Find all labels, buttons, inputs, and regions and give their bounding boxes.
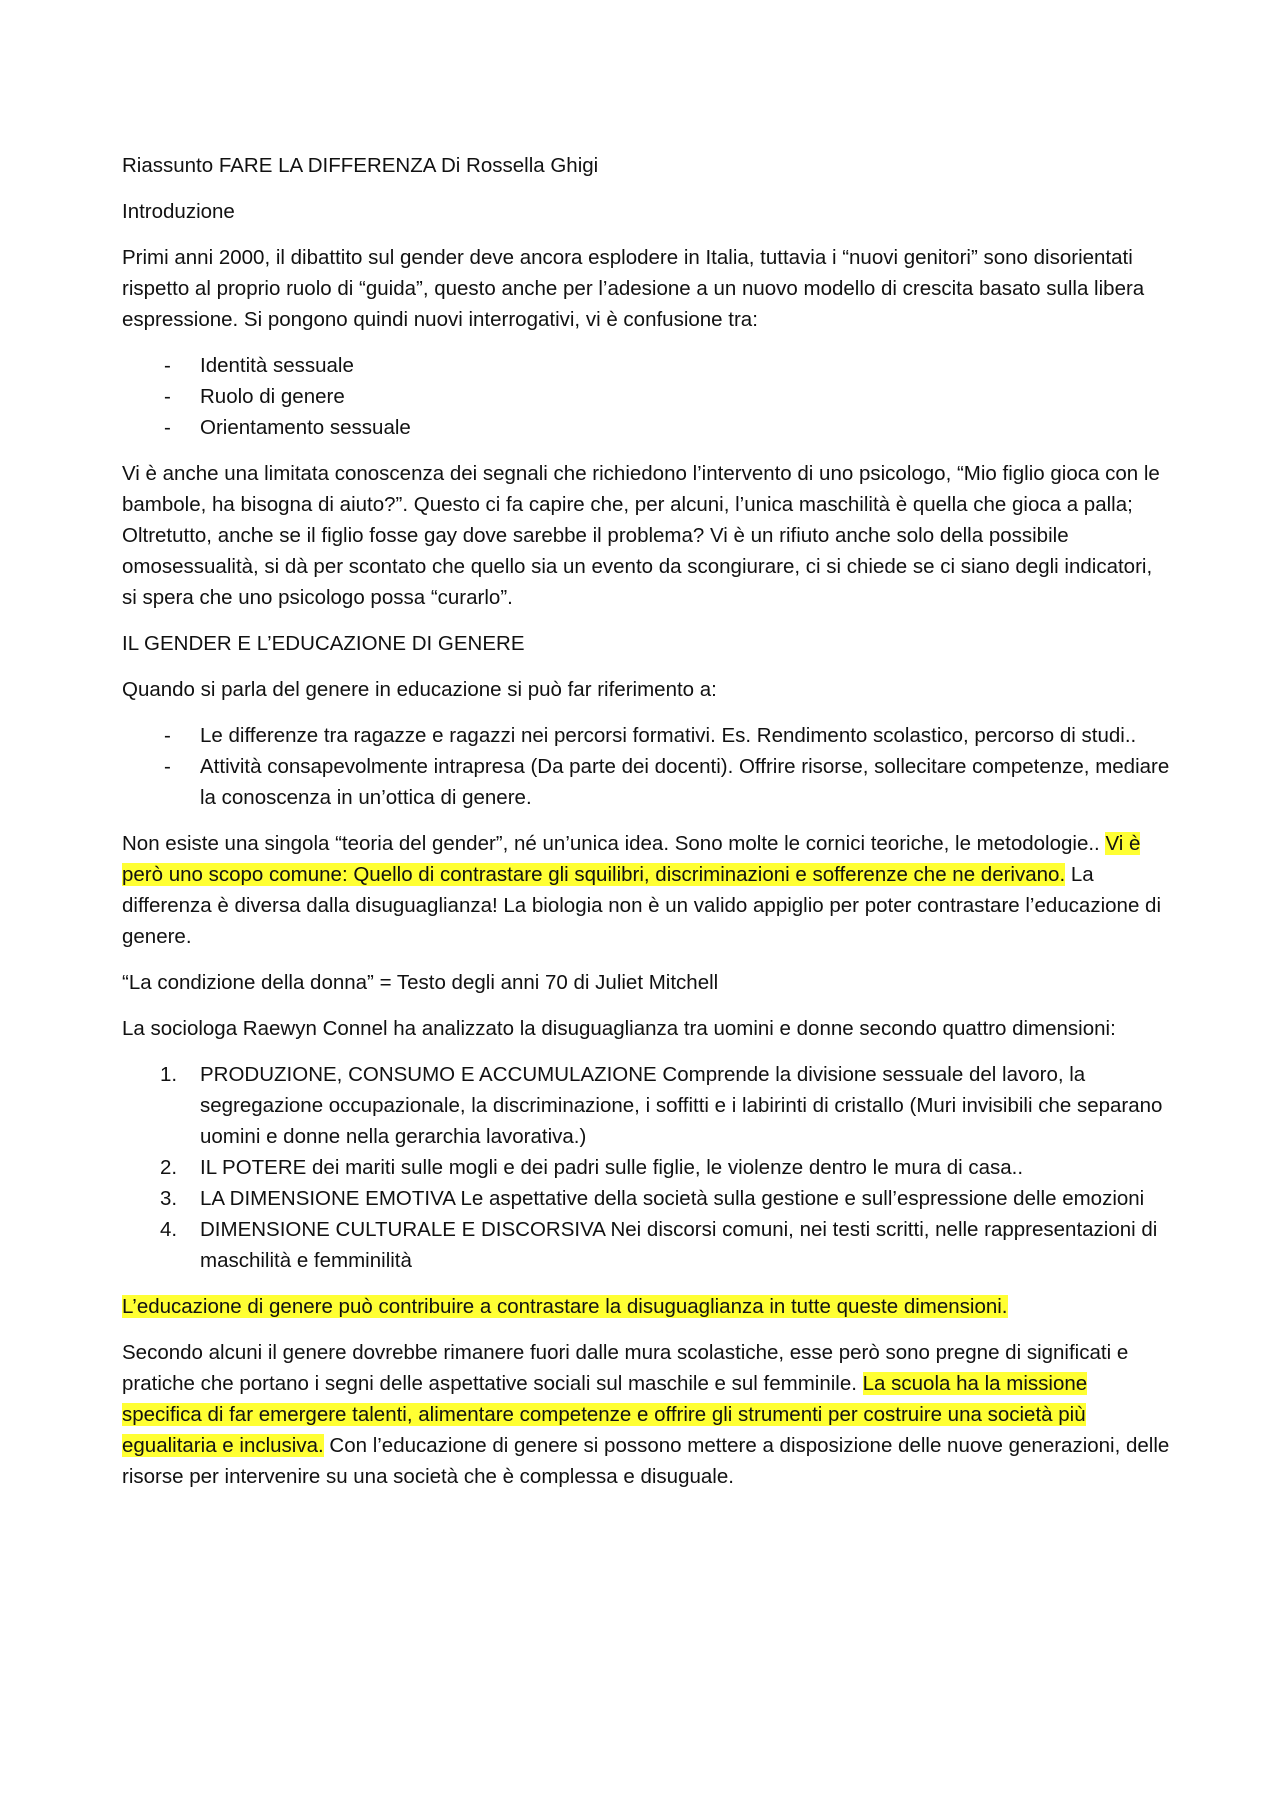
list-item-text: LA DIMENSIONE EMOTIVA Le aspettative della società sulla gestione e sull’espressione delle emozioni [200, 1187, 1145, 1210]
paragraph-text: Con l’educazione di genere si possono mettere a disposizione delle nuove generazioni, delle risorse per intervenire su una società che è complessa e disuguale. [122, 1434, 1170, 1488]
list-item-text: Attività consapevolmente intrapresa (Da parte dei docenti). Offrire risorse, sollecitare competenze, mediare la conoscenza in un’ottica di genere. [200, 755, 1170, 809]
section-heading-gender: IL GENDER E L’EDUCAZIONE DI GENERE [122, 632, 525, 655]
paragraph-1: Primi anni 2000, il dibattito sul gender deve ancora esplodere in Italia, tuttavia i “nuovi genitori” sono disorientati rispetto al proprio ruolo di “guida”, questo anche per l’adesione a un nuovo modello di crescita basato sulla libera espressione. Si pongono quindi nuovi interrogativi, vi è confusione tra: [122, 246, 1145, 331]
list-item-text: IL POTERE dei mariti sulle mogli e dei padri sulle figlie, le violenze dentro le mura di casa.. [200, 1156, 1024, 1179]
highlighted-text: L’educazione di genere può contribuire a contrastare la disuguaglianza in tutte queste dimensioni. [122, 1295, 1008, 1318]
dash-marker: - [164, 755, 171, 778]
dash-marker: - [164, 416, 171, 439]
list-item-text: Le differenze tra ragazze e ragazzi nei percorsi formativi. Es. Rendimento scolastico, percorso di studi.. [200, 724, 1137, 747]
list-item [122, 350, 1170, 381]
paragraph-8 [122, 1337, 1170, 1492]
list-item-text: PRODUZIONE, CONSUMO E ACCUMULAZIONE Comprende la divisione sessuale del lavoro, la segregazione occupazionale, la discriminazione, i soffitti e i labirinti di cristallo (Muri invisibili che separano uomini e donne nella gerarchia lavorativa.) [200, 1063, 1163, 1148]
highlighted-text: Vi è però uno scopo comune: Quello di contrastare gli squilibri, discriminazioni e sofferenze che ne derivano. [122, 832, 1141, 886]
list-item [122, 1152, 1170, 1183]
paragraph-5: “La condizione della donna” = Testo degli anni 70 di Juliet Mitchell [122, 971, 719, 994]
number-marker: 3. [160, 1187, 178, 1210]
list-item-text: Identità sessuale [200, 354, 354, 377]
list-item-text: DIMENSIONE CULTURALE E DISCORSIVA Nei discorsi comuni, nei testi scritti, nelle rappresentazioni di maschilità e femminilità [200, 1218, 1158, 1272]
paragraph-text: Non esiste una singola “teoria del gender”, né un’unica idea. Sono molte le cornici teoriche, le metodologie.. [122, 832, 1106, 855]
paragraph-2: Vi è anche una limitata conoscenza dei segnali che richiedono l’intervento di uno psicologo, “Mio figlio gioca con le bambole, ha bisogna di aiuto?”. Questo ci fa capire che, per alcuni, l’unica maschilità è quella che gioca a palla; Oltretutto, anche se il figlio fosse gay dove sarebbe il problema? Vi è un rifiuto anche solo della possibile omosessualità, si dà per scontato che quello sia un evento da scongiurare, ci si chiede se ci siano degli indicatori, si spera che uno psicologo possa “curarlo”. [122, 462, 1160, 609]
list-item [122, 412, 1170, 443]
paragraph-7 [122, 1291, 1170, 1322]
paragraph-4 [122, 828, 1170, 952]
highlighted-text: La scuola ha la missione specifica di far emergere talenti, alimentare competenze e offrire gli strumenti per costruire una società più egualitaria e inclusiva. [122, 1372, 1088, 1457]
number-marker: 4. [160, 1218, 178, 1241]
bullet-list-education [122, 720, 1170, 813]
paragraph-3: Quando si parla del genere in educazione si può far riferimento a: [122, 678, 717, 701]
list-item [122, 1183, 1170, 1214]
list-item [122, 720, 1170, 751]
dash-marker: - [164, 724, 171, 747]
list-item [122, 1059, 1170, 1152]
document-title: Riassunto FARE LA DIFFERENZA Di Rossella Ghigi [122, 154, 599, 177]
list-item [122, 1214, 1170, 1276]
paragraph-6: La sociologa Raewyn Connel ha analizzato la disuguaglianza tra uomini e donne secondo quattro dimensioni: [122, 1017, 1116, 1040]
intro-heading: Introduzione [122, 200, 235, 223]
dash-marker: - [164, 385, 171, 408]
numbered-list-dimensions [122, 1059, 1170, 1276]
number-marker: 1. [160, 1063, 178, 1086]
list-item [122, 381, 1170, 412]
number-marker: 2. [160, 1156, 178, 1179]
list-item [122, 751, 1170, 813]
list-item-text: Orientamento sessuale [200, 416, 411, 439]
list-item-text: Ruolo di genere [200, 385, 345, 408]
dash-marker: - [164, 354, 171, 377]
paragraph-text: Secondo alcuni il genere dovrebbe rimanere fuori dalle mura scolastiche, esse però sono pregne di significati e pratiche che portano i segni delle aspettative sociali sul maschile e sul femminile. [122, 1341, 1129, 1395]
bullet-list-confusion [122, 350, 1170, 443]
paragraph-text: La differenza è diversa dalla disuguaglianza! La biologia non è un valido appiglio per poter contrastare l’educazione di genere. [122, 863, 1161, 948]
